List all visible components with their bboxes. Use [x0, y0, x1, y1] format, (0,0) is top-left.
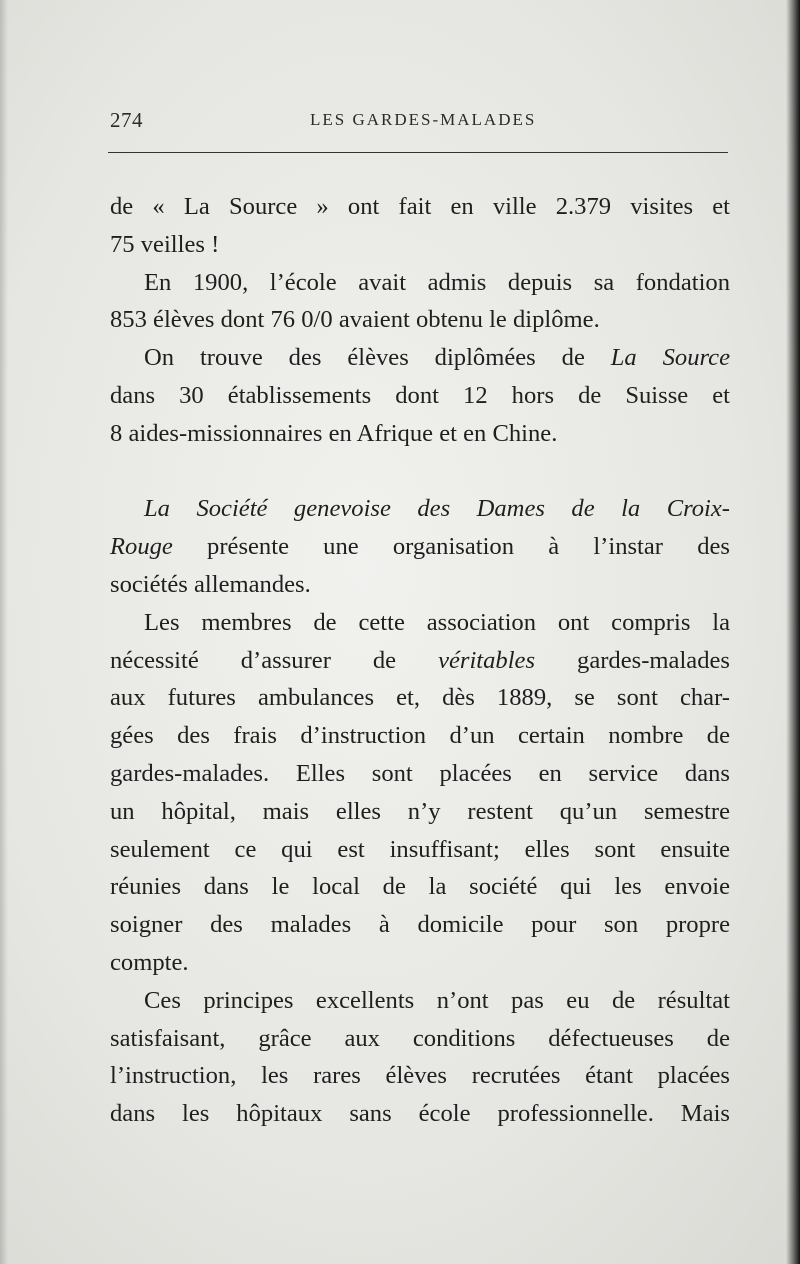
text-line: 853 élèves dont 76 0/0 avaient obtenu le diplôme. — [110, 306, 600, 334]
text-span: présente une organisation à l’instar des — [172, 533, 730, 561]
text-line: 75 veilles ! — [110, 230, 220, 258]
page-binding-shadow — [786, 0, 800, 1264]
running-title: LES GARDES-MALADES — [310, 110, 537, 129]
italic-emphasis: véritables — [438, 646, 536, 674]
italic-society-name-end: Rouge — [110, 533, 173, 561]
text-line — [110, 339, 730, 377]
text-line: satisfaisant, grâce aux conditions défectueuses de — [110, 1024, 730, 1052]
text-line: sociétés allemandes. — [110, 570, 311, 598]
page-left-edge-shadow — [0, 0, 8, 1264]
text-line: Ces principes excellents n’ont pas eu de résultat — [144, 986, 730, 1014]
text-line: 8 aides-missionnaires en Afrique et en Chine. — [110, 419, 558, 447]
paragraph-4 — [110, 490, 730, 603]
text-line — [110, 642, 730, 680]
paragraph-5 — [110, 604, 730, 982]
text-line: dans 30 établissements dont 12 hors de Suisse et — [110, 381, 730, 409]
text-line: En 1900, l’école avait admis depuis sa fondation — [144, 268, 730, 296]
text-span: nécessité d’assurer de — [110, 646, 439, 674]
section-gap — [110, 453, 730, 491]
text-span: On trouve des élèves diplômées de — [144, 344, 611, 372]
body-text — [110, 188, 730, 1133]
text-line: dans les hôpitaux sans école professionnelle. Mais — [110, 1100, 730, 1128]
paragraph-3 — [110, 339, 730, 452]
page-number: 274 — [110, 108, 143, 132]
paragraph-2 — [110, 264, 730, 340]
text-span: gardes-malades — [535, 646, 730, 674]
text-line: l’instruction, les rares élèves recrutées étant placées — [110, 1062, 730, 1090]
italic-society-name: La Société genevoise des Dames de la Croix- — [144, 495, 730, 523]
text-line: gardes-malades. Elles sont placées en service dans — [110, 759, 730, 787]
text-line: soigner des malades à domicile pour son propre — [110, 911, 730, 939]
running-header — [110, 108, 730, 138]
paragraph-1 — [110, 188, 730, 264]
text-line: compte. — [110, 948, 189, 976]
text-line — [110, 528, 730, 566]
text-line: de « La Source » ont fait en ville 2.379 visites et — [110, 193, 730, 220]
text-line: réunies dans le local de la société qui les envoie — [110, 873, 730, 901]
italic-title: La Source — [610, 344, 730, 372]
text-line: aux futures ambulances et, dès 1889, se sont char- — [110, 684, 730, 712]
text-line: seulement ce qui est insuffisant; elles sont ensuite — [110, 835, 730, 863]
text-line: gées des frais d’instruction d’un certain nombre de — [110, 722, 730, 750]
text-line: un hôpital, mais elles n’y restent qu’un semestre — [110, 797, 730, 825]
header-rule — [108, 152, 728, 153]
text-line — [110, 490, 730, 528]
paragraph-6 — [110, 982, 730, 1133]
text-line: Les membres de cette association ont compris la — [144, 608, 730, 636]
